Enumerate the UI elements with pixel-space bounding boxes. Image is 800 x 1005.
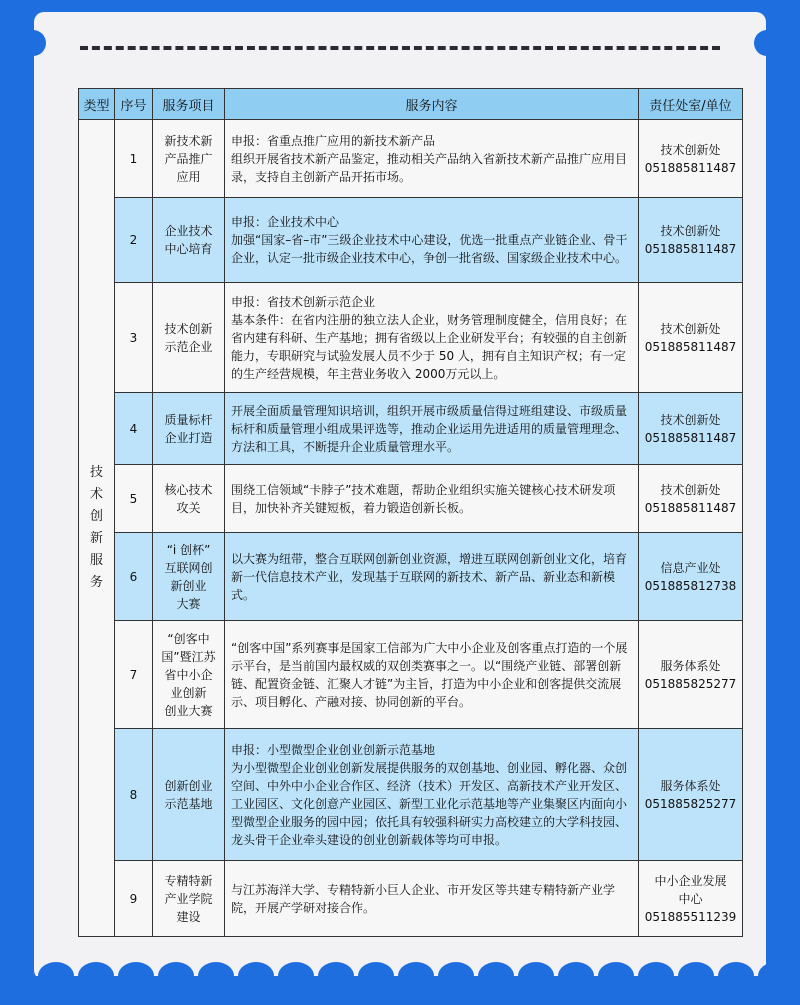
- row-number: 7: [115, 621, 153, 729]
- table-row: [79, 861, 743, 937]
- row-number: 5: [115, 465, 153, 533]
- row-number: 1: [115, 120, 153, 198]
- row-number: 8: [115, 729, 153, 861]
- service-content: 与江苏海洋大学、专精特新小巨人企业、市开发区等共建专精特新产业学院，开展产学研对接合作。: [225, 861, 639, 937]
- service-item: “i 创杯” 互联网创 新创业 大赛: [153, 533, 225, 621]
- responsible-unit: 技术创新处 051885811487: [639, 120, 743, 198]
- table-row: [79, 621, 743, 729]
- service-content: 围绕工信领域“卡脖子”技术难题，帮助企业组织实施关键核心技术研发项目，加快补齐关键短板，着力锻造创新长板。: [225, 465, 639, 533]
- row-number: 2: [115, 198, 153, 283]
- service-item: 新技术新 产品推广 应用: [153, 120, 225, 198]
- card-notch-right: [754, 30, 780, 56]
- table-row: [79, 198, 743, 283]
- service-content: “创客中国”系列赛事是国家工信部为广大中小企业及创客重点打造的一个展示平台，是当前国内最权威的双创类赛事之一。以“围绕产业链、部署创新链、配置资金链、汇聚人才链”为主旨，打造为中小企业和创客提供交流展示、项目孵化、产融对接、协同创新的平台。: [225, 621, 639, 729]
- service-item: 质量标杆 企业打造: [153, 393, 225, 465]
- service-item: 技术创新 示范企业: [153, 283, 225, 393]
- table-row: [79, 729, 743, 861]
- table-row: [79, 120, 743, 198]
- row-number: 6: [115, 533, 153, 621]
- responsible-unit: 中小企业发展 中心 051885511239: [639, 861, 743, 937]
- header-item: 服务项目: [153, 89, 225, 120]
- table-row: [79, 533, 743, 621]
- service-content: 开展全面质量管理知识培训，组织开展市级质量信得过班组建设、市级质量标杆和质量管理小组成果评选等，推动企业运用先进适用的质量管理理念、方法和工具，不断提升企业质量管理水平。: [225, 393, 639, 465]
- category-cell: 技 术 创 新 服 务: [79, 120, 115, 937]
- table-row: [79, 465, 743, 533]
- service-content: 申报：省技术创新示范企业 基本条件：在省内注册的独立法人企业，财务管理制度健全，信用良好；在省内建有科研、生产基地；拥有省级以上企业研发平台；有较强的自主创新能力，专职研究与试验发展人员不少于 50 人，拥有自主知识产权；有一定的生产经营规模，年主营业务收入 2000万元以上。: [225, 283, 639, 393]
- header-unit: 责任处室/单位: [639, 89, 743, 120]
- service-item: 核心技术 攻关: [153, 465, 225, 533]
- header-no: 序号: [115, 89, 153, 120]
- header-type: 类型: [79, 89, 115, 120]
- row-number: 9: [115, 861, 153, 937]
- card-notch-left: [20, 30, 46, 56]
- header-content: 服务内容: [225, 89, 639, 120]
- service-content: 以大赛为纽带，整合互联网创新创业资源，增进互联网创新创业文化，培育新一代信息技术产业，发现基于互联网的新技术、新产品、新业态和新模式。: [225, 533, 639, 621]
- service-content: 申报：企业技术中心 加强“国家–省–市”三级企业技术中心建设，优选一批重点产业链企业、骨干企业，认定一批市级企业技术中心，争创一批省级、国家级企业技术中心。: [225, 198, 639, 283]
- responsible-unit: 技术创新处 051885811487: [639, 198, 743, 283]
- dashed-divider: [80, 46, 720, 50]
- service-content: 申报：省重点推广应用的新技术新产品 组织开展省技术新产品鉴定，推动相关产品纳入省新技术新产品推广应用目录，支持自主创新产品开拓市场。: [225, 120, 639, 198]
- service-item: 专精特新 产业学院 建设: [153, 861, 225, 937]
- service-item: “创客中 国”暨江苏 省中小企 业创新 创业大赛: [153, 621, 225, 729]
- service-item: 创新创业 示范基地: [153, 729, 225, 861]
- table-row: [79, 393, 743, 465]
- responsible-unit: 信息产业处 051885812738: [639, 533, 743, 621]
- responsible-unit: 技术创新处 051885811487: [639, 465, 743, 533]
- row-number: 4: [115, 393, 153, 465]
- responsible-unit: 服务体系处 051885825277: [639, 729, 743, 861]
- responsible-unit: 服务体系处 051885825277: [639, 621, 743, 729]
- service-item: 企业技术 中心培育: [153, 198, 225, 283]
- row-number: 3: [115, 283, 153, 393]
- scalloped-edge: [0, 976, 800, 1005]
- service-table: [78, 88, 743, 937]
- table-row: [79, 283, 743, 393]
- responsible-unit: 技术创新处 051885811487: [639, 393, 743, 465]
- table-header-row: [79, 89, 743, 120]
- service-content: 申报：小型微型企业创业创新示范基地 为小型微型企业创业创新发展提供服务的双创基地、创业园、孵化器、众创空间、中外中小企业合作区、经济（技术）开发区、高新技术产业开发区、工业园区、文化创意产业园区、新型工业化示范基地等产业集聚区内面向小型微型企业服务的园中园；依托具有较强科研实力高校建立的大学科技园、龙头骨干企业牵头建设的创业创新载体等均可申报。: [225, 729, 639, 861]
- responsible-unit: 技术创新处 051885811487: [639, 283, 743, 393]
